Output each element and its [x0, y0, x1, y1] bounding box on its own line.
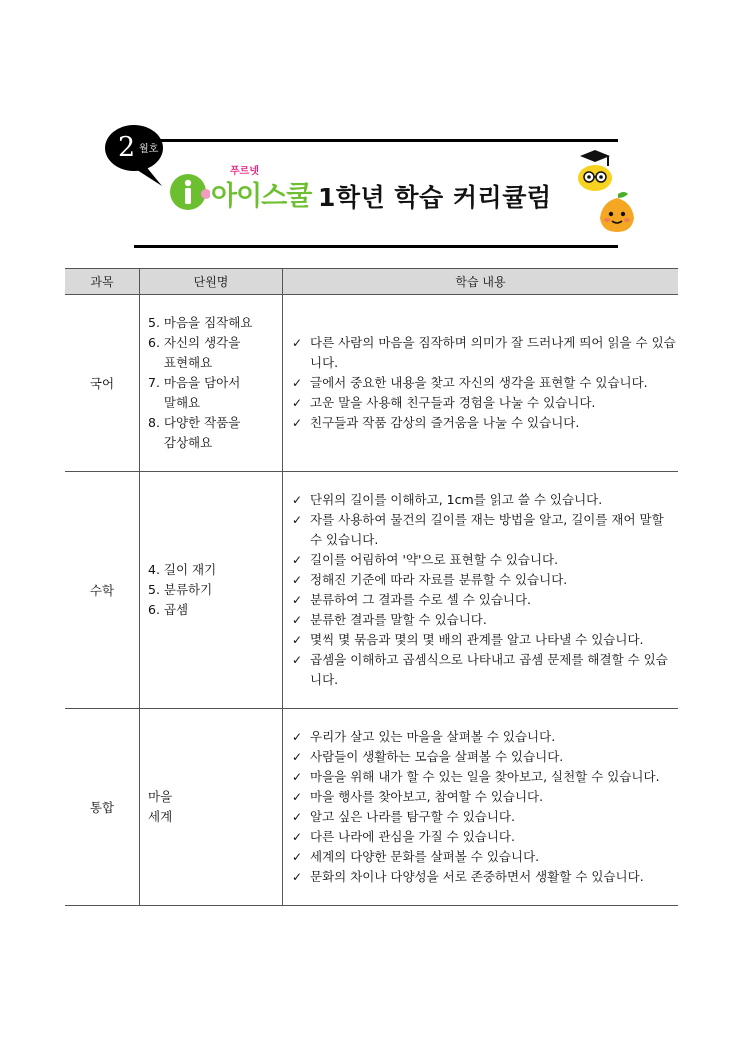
- goal-item: ✓ 우리가 살고 있는 마을을 살펴볼 수 있습니다.: [290, 727, 677, 747]
- content-cell: [283, 472, 679, 709]
- header-unit: 단원명: [140, 269, 283, 295]
- goal-item: ✓ 문화의 차이나 다양성을 서로 존중하면서 생활할 수 있습니다.: [290, 867, 677, 887]
- brand-small-label: 푸르넷: [230, 166, 259, 177]
- brand-name: 아이스쿨: [211, 181, 312, 212]
- unit-item: 표현해요: [148, 355, 213, 370]
- unit-item: 마을: [148, 789, 173, 804]
- fruit-mascot-icon: [594, 190, 640, 234]
- goal-item: ✓ 단위의 길이를 이해하고, 1cm를 읽고 쓸 수 있습니다.: [290, 490, 677, 510]
- speech-bubble-icon: [104, 124, 170, 190]
- goal-item: ✓ 친구들과 작품 감상의 즐거움을 나눌 수 있습니다.: [290, 413, 677, 433]
- unit-item: 5. 마음을 짐작해요: [148, 315, 253, 330]
- graduate-mascot-icon: [574, 148, 616, 192]
- goal-item: ✓ 분류한 결과를 말할 수 있습니다.: [290, 610, 677, 630]
- goal-item: ✓ 곱셈을 이해하고 곱셈식으로 나타내고 곱셈 문제를 해결할 수 있습니다.: [290, 650, 677, 690]
- header-content: 학습 내용: [283, 269, 679, 295]
- unit-item: 세계: [148, 809, 173, 824]
- issue-badge: [104, 124, 170, 176]
- goal-item: ✓ 길이를 어림하여 '약'으로 표현할 수 있습니다.: [290, 550, 677, 570]
- header-bottom-rule: [134, 245, 618, 248]
- table-header-row: [65, 269, 678, 295]
- content-cell: [283, 295, 679, 472]
- curriculum-table: [65, 268, 678, 906]
- table-row: [65, 709, 678, 906]
- unit-item: 4. 길이 재기: [148, 562, 217, 577]
- goal-item: ✓ 글에서 중요한 내용을 찾고 자신의 생각을 표현할 수 있습니다.: [290, 373, 677, 393]
- goal-item: ✓ 마을 행사를 찾아보고, 참여할 수 있습니다.: [290, 787, 677, 807]
- goal-item: ✓ 세계의 다양한 문화를 살펴볼 수 있습니다.: [290, 847, 677, 867]
- unit-item: 5. 분류하기: [148, 582, 213, 597]
- goal-item: ✓ 고운 말을 사용해 친구들과 경험을 나눌 수 있습니다.: [290, 393, 677, 413]
- content-cell: [283, 709, 679, 906]
- unit-item: 6. 자신의 생각을: [148, 335, 241, 350]
- unit-item: 6. 곱셈: [148, 602, 189, 617]
- subject-cell: 수학: [65, 472, 140, 709]
- goal-item: ✓ 정해진 기준에 따라 자료를 분류할 수 있습니다.: [290, 570, 677, 590]
- unit-cell: [140, 472, 283, 709]
- goal-item: ✓ 마을을 위해 내가 할 수 있는 일을 찾아보고, 실천할 수 있습니다.: [290, 767, 677, 787]
- table-row: [65, 295, 678, 472]
- unit-item: 감상해요: [148, 435, 213, 450]
- goal-item: ✓ 다른 사람의 마음을 짐작하며 의미가 잘 드러나게 띄어 읽을 수 있습니다.: [290, 333, 677, 373]
- goal-item: ✓ 자를 사용하여 물건의 길이를 재는 방법을 알고, 길이를 재어 말할 수 있습니다.: [290, 510, 677, 550]
- issue-unit: 월호: [139, 144, 159, 155]
- i-logo-icon: [170, 172, 210, 212]
- goal-item: ✓ 알고 싶은 나라를 탐구할 수 있습니다.: [290, 807, 677, 827]
- subject-cell: 국어: [65, 295, 140, 472]
- goal-item: ✓ 다른 나라에 관심을 가질 수 있습니다.: [290, 827, 677, 847]
- page-title: 1학년 학습 커리큘럼: [318, 183, 552, 212]
- subject-cell: 통합: [65, 709, 140, 906]
- goal-item: ✓ 사람들이 생활하는 모습을 살펴볼 수 있습니다.: [290, 747, 677, 767]
- header-top-rule: [134, 139, 618, 142]
- unit-item: 8. 다양한 작품을: [148, 415, 241, 430]
- header-subject: 과목: [65, 269, 140, 295]
- unit-cell: [140, 709, 283, 906]
- unit-cell: [140, 295, 283, 472]
- goal-item: ✓ 몇씩 몇 묶음과 몇의 몇 배의 관계를 알고 나타낼 수 있습니다.: [290, 630, 677, 650]
- goal-item: ✓ 분류하여 그 결과를 수로 셀 수 있습니다.: [290, 590, 677, 610]
- table-row: [65, 472, 678, 709]
- unit-item: 7. 마음을 담아서: [148, 375, 241, 390]
- issue-number: 2: [118, 132, 136, 163]
- unit-item: 말해요: [148, 395, 201, 410]
